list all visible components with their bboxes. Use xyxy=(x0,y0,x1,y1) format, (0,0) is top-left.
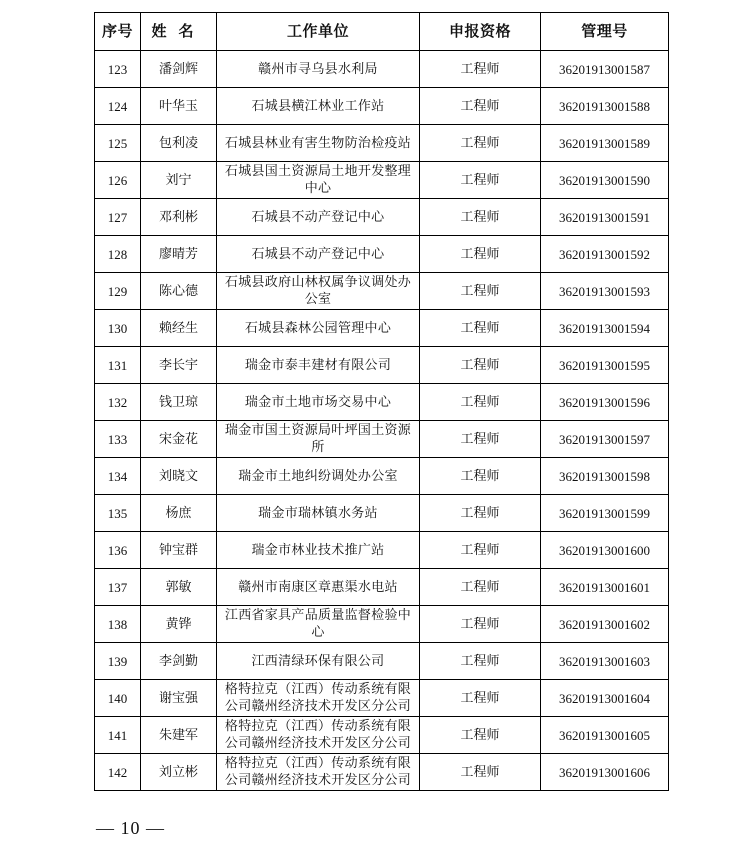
cell-name: 宋金花 xyxy=(141,421,217,458)
table-row xyxy=(95,162,669,199)
cell-seq: 129 xyxy=(95,273,141,310)
cell-seq: 127 xyxy=(95,199,141,236)
cell-name: 刘宁 xyxy=(141,162,217,199)
cell-seq: 126 xyxy=(95,162,141,199)
header-qualification: 申报资格 xyxy=(420,13,541,51)
table-row xyxy=(95,606,669,643)
cell-unit: 瑞金市土地纠纷调处办公室 xyxy=(217,458,420,495)
header-mgmt-no: 管理号 xyxy=(541,13,669,51)
cell-mgmt-no: 36201913001590 xyxy=(541,162,669,199)
cell-qualification: 工程师 xyxy=(420,458,541,495)
cell-qualification: 工程师 xyxy=(420,199,541,236)
cell-unit: 瑞金市国土资源局叶坪国土资源所 xyxy=(217,421,420,458)
cell-mgmt-no: 36201913001602 xyxy=(541,606,669,643)
table-row xyxy=(95,51,669,88)
cell-seq: 139 xyxy=(95,643,141,680)
cell-unit: 瑞金市泰丰建材有限公司 xyxy=(217,347,420,384)
cell-unit: 石城县横江林业工作站 xyxy=(217,88,420,125)
header-seq: 序号 xyxy=(95,13,141,51)
cell-unit: 石城县不动产登记中心 xyxy=(217,199,420,236)
table-header-row xyxy=(95,13,669,51)
cell-unit: 格特拉克（江西）传动系统有限公司赣州经济技术开发区分公司 xyxy=(217,754,420,791)
cell-unit: 瑞金市林业技术推广站 xyxy=(217,532,420,569)
table-row xyxy=(95,643,669,680)
page-number: — 10 — xyxy=(96,818,165,838)
cell-mgmt-no: 36201913001587 xyxy=(541,51,669,88)
cell-mgmt-no: 36201913001588 xyxy=(541,88,669,125)
cell-name: 包利凌 xyxy=(141,125,217,162)
cell-seq: 130 xyxy=(95,310,141,347)
cell-name: 廖晴芳 xyxy=(141,236,217,273)
cell-qualification: 工程师 xyxy=(420,347,541,384)
cell-mgmt-no: 36201913001594 xyxy=(541,310,669,347)
cell-qualification: 工程师 xyxy=(420,606,541,643)
cell-name: 郭敏 xyxy=(141,569,217,606)
table-row xyxy=(95,236,669,273)
cell-unit: 石城县政府山林权属争议调处办公室 xyxy=(217,273,420,310)
cell-qualification: 工程师 xyxy=(420,532,541,569)
cell-qualification: 工程师 xyxy=(420,421,541,458)
cell-qualification: 工程师 xyxy=(420,125,541,162)
header-name: 姓名 xyxy=(141,13,217,51)
cell-mgmt-no: 36201913001599 xyxy=(541,495,669,532)
personnel-table xyxy=(94,12,669,791)
cell-name: 杨庶 xyxy=(141,495,217,532)
cell-unit: 格特拉克（江西）传动系统有限公司赣州经济技术开发区分公司 xyxy=(217,717,420,754)
cell-name: 李长宇 xyxy=(141,347,217,384)
cell-qualification: 工程师 xyxy=(420,310,541,347)
cell-qualification: 工程师 xyxy=(420,236,541,273)
cell-mgmt-no: 36201913001591 xyxy=(541,199,669,236)
cell-qualification: 工程师 xyxy=(420,680,541,717)
cell-name: 李剑勤 xyxy=(141,643,217,680)
table-row xyxy=(95,88,669,125)
cell-name: 钟宝群 xyxy=(141,532,217,569)
cell-qualification: 工程师 xyxy=(420,643,541,680)
table-row xyxy=(95,384,669,421)
cell-name: 陈心德 xyxy=(141,273,217,310)
table-row xyxy=(95,680,669,717)
cell-mgmt-no: 36201913001604 xyxy=(541,680,669,717)
cell-name: 黄铧 xyxy=(141,606,217,643)
cell-mgmt-no: 36201913001589 xyxy=(541,125,669,162)
cell-name: 赖经生 xyxy=(141,310,217,347)
cell-unit: 赣州市南康区章惠渠水电站 xyxy=(217,569,420,606)
cell-unit: 格特拉克（江西）传动系统有限公司赣州经济技术开发区分公司 xyxy=(217,680,420,717)
cell-seq: 135 xyxy=(95,495,141,532)
cell-mgmt-no: 36201913001595 xyxy=(541,347,669,384)
table-row xyxy=(95,495,669,532)
cell-unit: 赣州市寻乌县水利局 xyxy=(217,51,420,88)
cell-name: 叶华玉 xyxy=(141,88,217,125)
cell-seq: 140 xyxy=(95,680,141,717)
cell-qualification: 工程师 xyxy=(420,384,541,421)
cell-name: 刘立彬 xyxy=(141,754,217,791)
cell-seq: 136 xyxy=(95,532,141,569)
cell-name: 刘晓文 xyxy=(141,458,217,495)
cell-qualification: 工程师 xyxy=(420,717,541,754)
cell-mgmt-no: 36201913001606 xyxy=(541,754,669,791)
cell-name: 潘剑辉 xyxy=(141,51,217,88)
cell-qualification: 工程师 xyxy=(420,162,541,199)
cell-mgmt-no: 36201913001596 xyxy=(541,384,669,421)
cell-unit: 瑞金市瑞林镇水务站 xyxy=(217,495,420,532)
cell-seq: 138 xyxy=(95,606,141,643)
table-row xyxy=(95,458,669,495)
cell-seq: 131 xyxy=(95,347,141,384)
cell-mgmt-no: 36201913001605 xyxy=(541,717,669,754)
cell-unit: 江西省家具产品质量监督检验中心 xyxy=(217,606,420,643)
table-row xyxy=(95,754,669,791)
cell-qualification: 工程师 xyxy=(420,569,541,606)
cell-qualification: 工程师 xyxy=(420,754,541,791)
cell-seq: 124 xyxy=(95,88,141,125)
cell-seq: 123 xyxy=(95,51,141,88)
cell-name: 朱建军 xyxy=(141,717,217,754)
cell-mgmt-no: 36201913001597 xyxy=(541,421,669,458)
cell-seq: 142 xyxy=(95,754,141,791)
cell-seq: 128 xyxy=(95,236,141,273)
cell-seq: 141 xyxy=(95,717,141,754)
cell-name: 谢宝强 xyxy=(141,680,217,717)
cell-unit: 石城县森林公园管理中心 xyxy=(217,310,420,347)
cell-seq: 125 xyxy=(95,125,141,162)
cell-unit: 石城县林业有害生物防治检疫站 xyxy=(217,125,420,162)
cell-name: 邓利彬 xyxy=(141,199,217,236)
header-unit: 工作单位 xyxy=(217,13,420,51)
cell-mgmt-no: 36201913001603 xyxy=(541,643,669,680)
cell-qualification: 工程师 xyxy=(420,273,541,310)
table-row xyxy=(95,347,669,384)
table-row xyxy=(95,125,669,162)
cell-qualification: 工程师 xyxy=(420,88,541,125)
cell-qualification: 工程师 xyxy=(420,51,541,88)
cell-mgmt-no: 36201913001600 xyxy=(541,532,669,569)
cell-seq: 133 xyxy=(95,421,141,458)
table-row xyxy=(95,199,669,236)
cell-unit: 瑞金市土地市场交易中心 xyxy=(217,384,420,421)
table-row xyxy=(95,421,669,458)
cell-qualification: 工程师 xyxy=(420,495,541,532)
cell-seq: 132 xyxy=(95,384,141,421)
cell-name: 钱卫琼 xyxy=(141,384,217,421)
cell-unit: 石城县国土资源局土地开发整理中心 xyxy=(217,162,420,199)
table-row xyxy=(95,532,669,569)
cell-mgmt-no: 36201913001601 xyxy=(541,569,669,606)
table-row xyxy=(95,717,669,754)
cell-unit: 石城县不动产登记中心 xyxy=(217,236,420,273)
table-row xyxy=(95,569,669,606)
cell-mgmt-no: 36201913001592 xyxy=(541,236,669,273)
cell-unit: 江西清绿环保有限公司 xyxy=(217,643,420,680)
cell-seq: 134 xyxy=(95,458,141,495)
cell-mgmt-no: 36201913001593 xyxy=(541,273,669,310)
cell-seq: 137 xyxy=(95,569,141,606)
table-row xyxy=(95,273,669,310)
table-row xyxy=(95,310,669,347)
cell-mgmt-no: 36201913001598 xyxy=(541,458,669,495)
